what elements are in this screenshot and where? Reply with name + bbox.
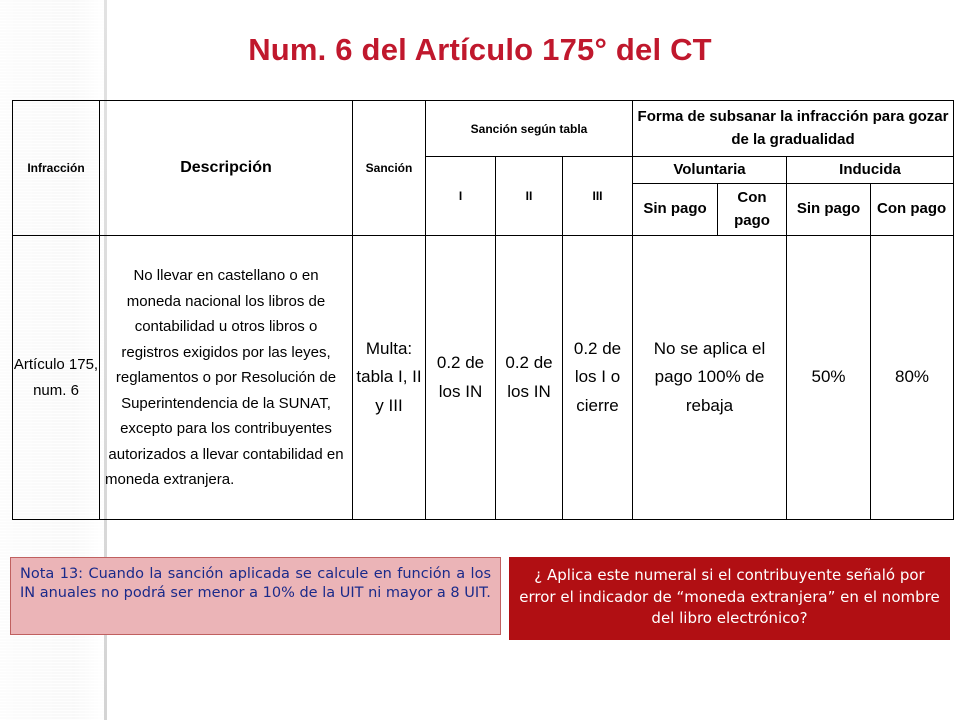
cell-infraccion: Artículo 175, num. 6 (13, 236, 100, 520)
question-box: ¿ Aplica este numeral si el contribuyente señaló por error el indicador de “moneda extranjera” en el nombre del libro electrónico? (509, 557, 950, 640)
infraction-table (12, 100, 954, 520)
header-vol-con-pago: Con pago (718, 184, 787, 236)
cell-ind-sin-pago: 50% (787, 236, 871, 520)
header-ind-con-pago: Con pago (871, 184, 954, 236)
header-tabla-ii: II (496, 157, 563, 236)
header-tabla-i: I (426, 157, 496, 236)
header-tabla-iii: III (563, 157, 633, 236)
cell-ind-con-pago: 80% (871, 236, 954, 520)
header-row-1 (13, 101, 954, 157)
header-ind-sin-pago: Sin pago (787, 184, 871, 236)
header-voluntaria: Voluntaria (633, 157, 787, 184)
note-13-box: Nota 13: Cuando la sanción aplicada se calcule en función a los IN anuales no podrá ser menor a 10% de la UIT ni mayor a 8 UIT. (10, 557, 501, 635)
cell-voluntaria: No se aplica el pago 100% de rebaja (633, 236, 787, 520)
header-forma-subsanar: Forma de subsanar la infracción para gozar de la gradualidad (633, 101, 954, 157)
header-sancion: Sanción (353, 101, 426, 236)
page-title: Num. 6 del Artículo 175° del CT (248, 32, 712, 67)
cell-tabla-ii: 0.2 de los IN (496, 236, 563, 520)
table-row (13, 236, 954, 520)
cell-tabla-i: 0.2 de los IN (426, 236, 496, 520)
cell-tabla-iii: 0.2 de los I o cierre (563, 236, 633, 520)
header-vol-sin-pago: Sin pago (633, 184, 718, 236)
cell-descripcion: No llevar en castellano o en moneda nacional los libros de contabilidad u otros libros o registros exigidos por las leyes, reglamentos o por Resolución de Superintendencia de la SUNAT, excepto para los contribuyentes autorizados a llevar contabilidad en moneda extranjera. (100, 236, 353, 520)
header-inducida: Inducida (787, 157, 954, 184)
header-descripcion: Descripción (100, 101, 353, 236)
header-infraccion: Infracción (13, 101, 100, 236)
cell-sancion: Multa: tabla I, II y III (353, 236, 426, 520)
header-sancion-tabla: Sanción según tabla (426, 101, 633, 157)
